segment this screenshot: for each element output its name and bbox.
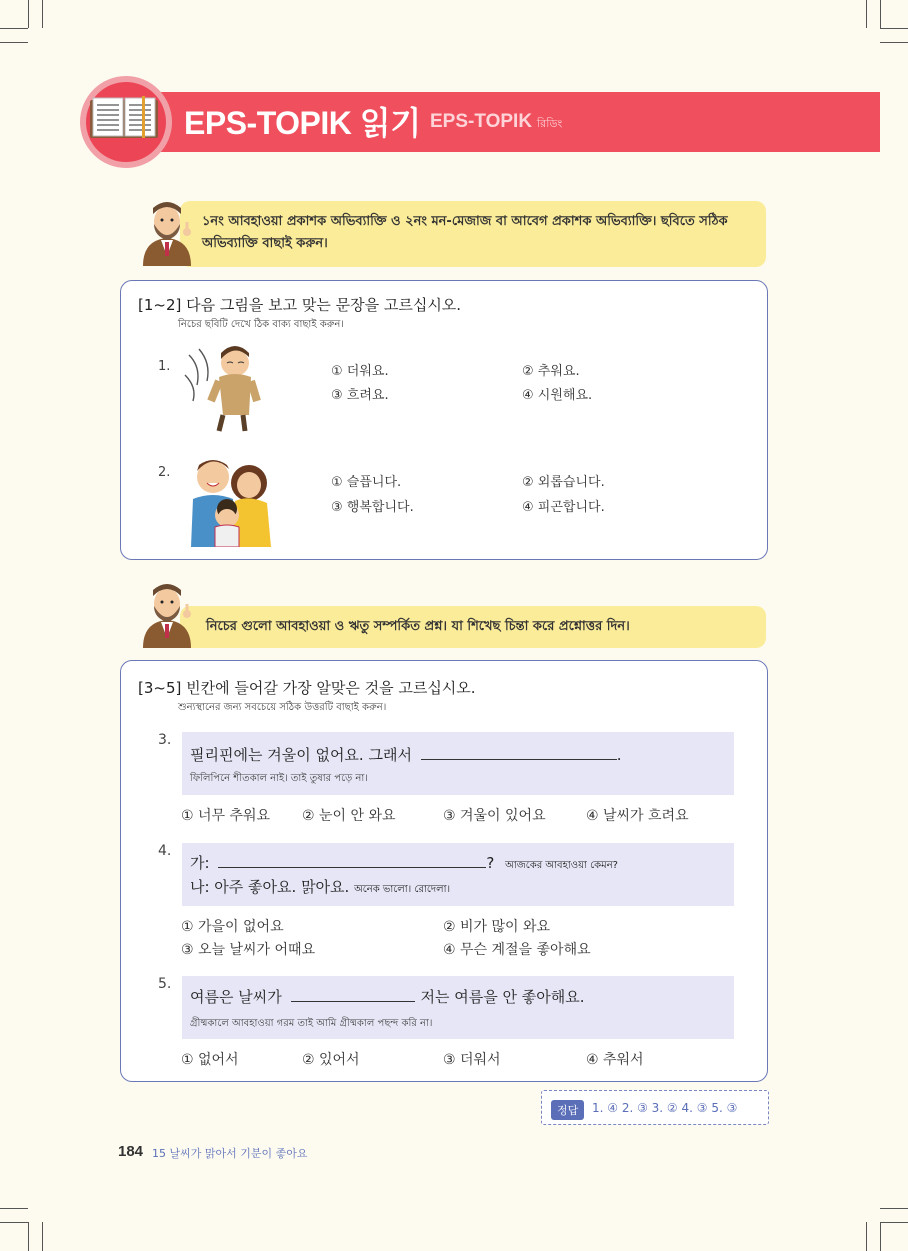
section-heading-2-bn: শুন্যস্থানের জন্য সবচেয়ে সঠিক উত্তরটি বাছাই করুন। xyxy=(178,702,387,713)
option[interactable]: ① 가을이 없어요 xyxy=(181,919,284,935)
option[interactable]: ④ 피곤합니다. xyxy=(522,500,605,515)
crop-mark xyxy=(880,1222,881,1251)
option[interactable]: ② 외롭습니다. xyxy=(522,475,605,490)
question-number: 2. xyxy=(158,465,171,480)
option[interactable]: ④ 날씨가 흐려요 xyxy=(586,808,689,824)
crop-mark xyxy=(880,28,908,29)
option[interactable]: ④ 추워서 xyxy=(586,1052,644,1068)
instruction-bubble-2 xyxy=(180,606,766,648)
sentence-end: 저는 여름을 안 좋아해요. xyxy=(420,988,585,1006)
instruction-bubble-1 xyxy=(180,201,766,267)
instruction-text-2: নিচের গুলো আবহাওয়া ও ঋতু সম্পর্কিত প্রশ্ন। যা শিখেছ চিন্তা করে প্রশ্নোত্তর দিন। xyxy=(206,619,630,634)
crop-mark xyxy=(28,1222,29,1251)
crop-mark xyxy=(0,1222,28,1223)
option[interactable]: ② 있어서 xyxy=(302,1052,360,1068)
crop-mark xyxy=(880,42,908,43)
crop-mark xyxy=(866,0,867,28)
happy-family-illustration xyxy=(183,455,275,547)
option[interactable]: ① 슬픕니다. xyxy=(331,475,402,490)
crop-mark xyxy=(28,0,29,28)
option[interactable]: ① 없어서 xyxy=(181,1052,239,1068)
answer-key-label: 정답 xyxy=(551,1100,584,1120)
page-number: 184 xyxy=(118,1143,144,1160)
crop-mark xyxy=(42,0,43,28)
option[interactable]: ① 더워요. xyxy=(331,364,389,379)
question-number: 1. xyxy=(158,359,171,374)
page-subtitle-bn: রিডিং xyxy=(537,117,563,130)
crop-mark xyxy=(42,1222,43,1251)
sentence-start: 여름은 날씨가 xyxy=(190,988,282,1006)
section-heading-1: [1~2] 다음 그림을 보고 맞는 문장을 고르십시오. xyxy=(138,296,462,314)
sentence-end: . xyxy=(616,746,622,764)
sentence-translation: ফিলিপিনে শীতকাল নাই। তাই তুষার পড়ে না। xyxy=(190,773,368,784)
crop-mark xyxy=(0,42,28,43)
option[interactable]: ④ 무슨 계절을 좋아해요 xyxy=(443,942,591,958)
dialogue-line-2-text: 나: 아주 좋아요. 맑아요. xyxy=(190,878,350,896)
option[interactable]: ① 너무 추워요 xyxy=(181,808,271,824)
question-mark: ? xyxy=(486,854,495,872)
question-number: 5. xyxy=(158,976,172,992)
sentence-translation: গ্রীষ্মকালে আবহাওয়া গরম তাই আমি গ্রীষ্মকাল পছন্দ করি না। xyxy=(190,1018,433,1029)
answer-key-text: 1. ④ 2. ③ 3. ② 4. ③ 5. ③ xyxy=(592,1101,738,1115)
option[interactable]: ③ 더워서 xyxy=(443,1052,501,1068)
chapter-title: 15 날씨가 맑아서 기분이 좋아요 xyxy=(152,1147,308,1160)
crop-mark xyxy=(866,1222,867,1251)
crop-mark xyxy=(880,1208,908,1209)
crop-mark xyxy=(880,1222,908,1223)
page-title: EPS-TOPIK 읽기 xyxy=(184,105,421,141)
book-icon xyxy=(88,96,160,140)
section-heading-2: [3~5] 빈칸에 들어갈 가장 알맞은 것을 고르십시오. xyxy=(138,679,476,697)
crop-mark xyxy=(0,28,28,29)
answer-blank[interactable] xyxy=(421,746,617,760)
question-sentence xyxy=(190,744,622,765)
option[interactable]: ② 눈이 안 와요 xyxy=(302,808,396,824)
dialogue-line-2-bn: অনেক ভালো। রোদেলা। xyxy=(354,884,451,895)
option[interactable]: ③ 오늘 날씨가 어때요 xyxy=(181,942,316,958)
speaker-a: 가: xyxy=(190,854,210,872)
option[interactable]: ② 추워요. xyxy=(522,364,580,379)
instruction-text-1: ১নং আবহাওয়া প্রকাশক অভিব্যাক্তি ও ২নং মন-মেজাজ বা আবেগ প্রকাশক অভিব্যাক্তি। ছবিতে সঠিক অভিব্যাক্তি বাছাই করুন। xyxy=(202,214,728,251)
windy-man-illustration xyxy=(183,345,265,437)
question-sentence xyxy=(190,986,584,1007)
crop-mark xyxy=(880,0,881,28)
sentence-text: 필리핀에는 겨울이 없어요. 그래서 xyxy=(190,746,412,764)
teacher-illustration xyxy=(137,196,197,266)
section-heading-1-bn: নিচের ছবিটি দেখে ঠিক বাক্য বাছাই করুন। xyxy=(178,319,344,330)
option[interactable]: ③ 겨울이 있어요 xyxy=(443,808,546,824)
crop-mark xyxy=(0,1208,28,1209)
option[interactable]: ③ 흐려요. xyxy=(331,388,389,403)
question-number: 4. xyxy=(158,843,172,859)
option[interactable]: ③ 행복합니다. xyxy=(331,500,414,515)
answer-blank[interactable] xyxy=(291,988,415,1002)
question-number: 3. xyxy=(158,732,172,748)
option[interactable]: ④ 시원해요. xyxy=(522,388,593,403)
answer-blank[interactable] xyxy=(218,854,486,868)
dialogue-line-1-bn: আজকের আবহাওয়া কেমন? xyxy=(505,860,618,871)
dialogue-line-1 xyxy=(190,852,618,875)
dialogue-line-2 xyxy=(190,876,450,899)
page-subtitle: EPS-TOPIK xyxy=(430,111,533,132)
answer-key-box xyxy=(541,1090,769,1125)
option[interactable]: ② 비가 많이 와요 xyxy=(443,919,551,935)
teacher-illustration xyxy=(137,578,197,648)
